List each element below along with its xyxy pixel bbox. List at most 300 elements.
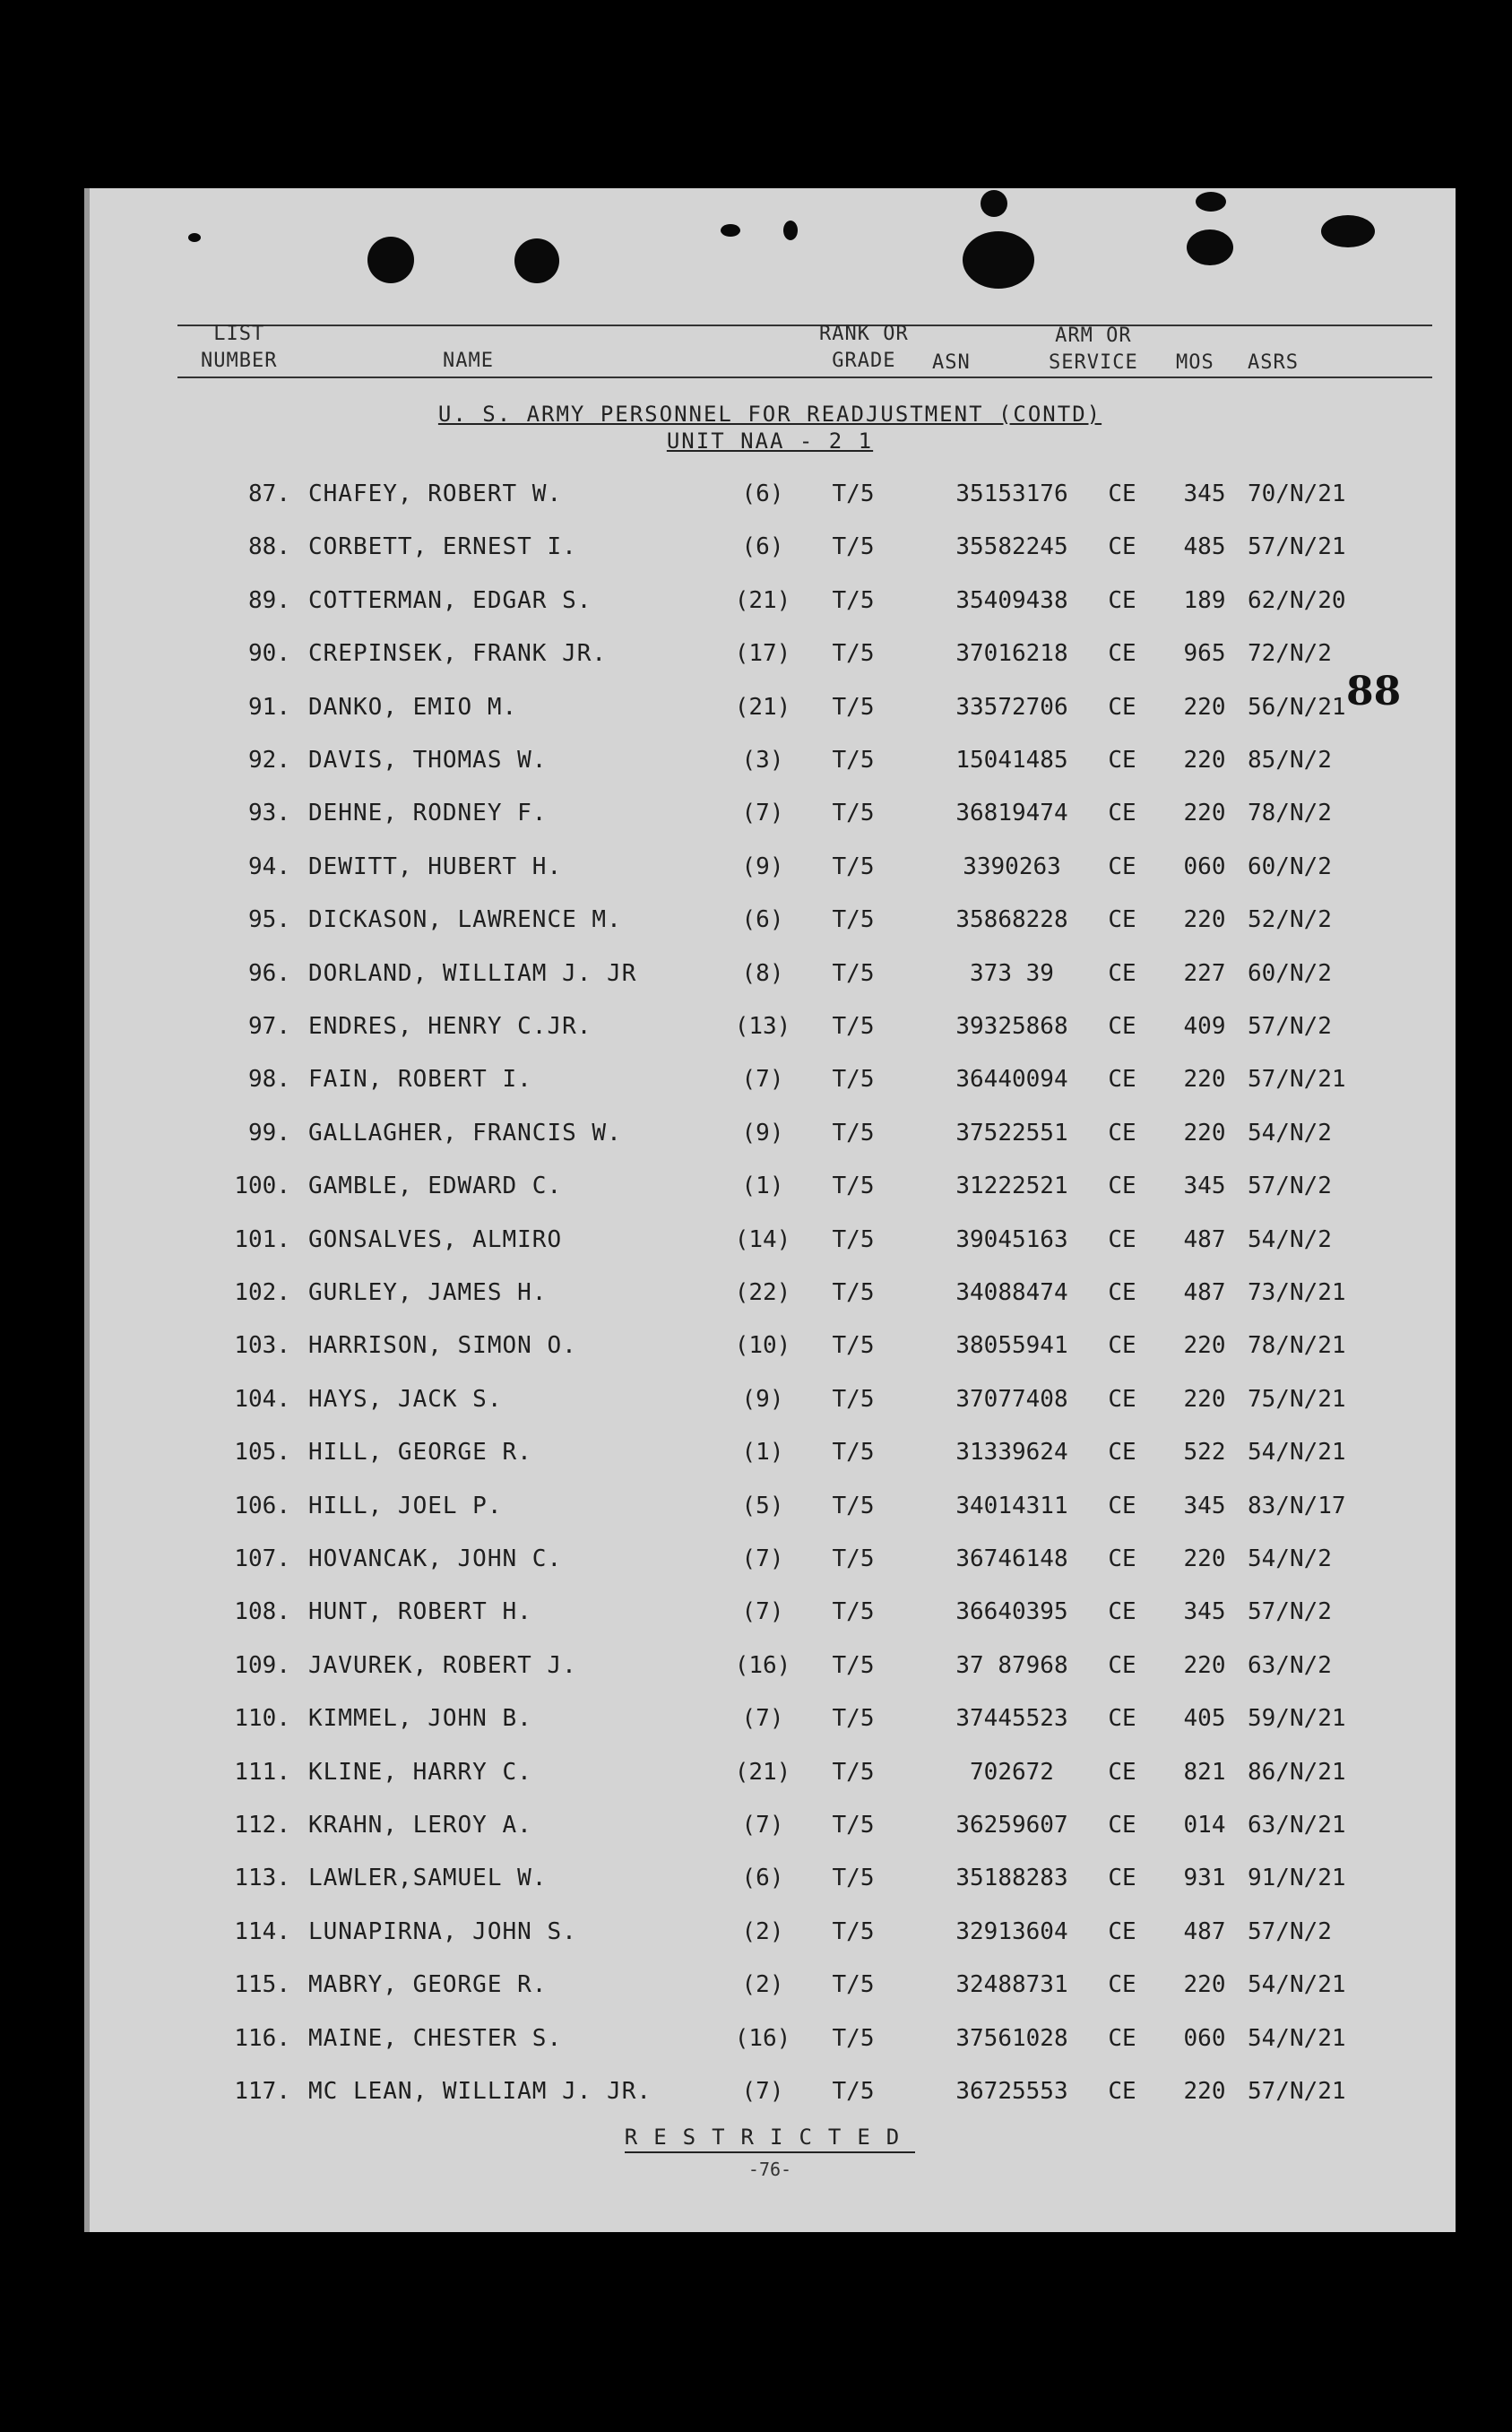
- code-number: (1): [741, 1439, 784, 1467]
- ink-blot: [1196, 192, 1226, 212]
- person-name: KRAHN, LEROY A.: [308, 1812, 532, 1839]
- asrs-score: 83/N/17: [1248, 1492, 1346, 1519]
- arm-service: CE: [1108, 1279, 1136, 1306]
- arm-service: CE: [1108, 1598, 1136, 1626]
- asn-number: 35188283: [955, 1865, 1068, 1892]
- list-number: 92.: [248, 747, 290, 774]
- list-number: 114.: [234, 1917, 290, 1945]
- mos-code: 220: [1183, 1971, 1226, 1999]
- rank-grade: T/5: [832, 1385, 875, 1413]
- rank-grade: T/5: [832, 800, 875, 827]
- col-header-mos: MOS: [1176, 351, 1214, 374]
- asrs-score: 86/N/21: [1248, 1758, 1346, 1786]
- rank-grade: T/5: [832, 1705, 875, 1733]
- table-row: [84, 1279, 1456, 1324]
- restricted-label: RESTRICTED: [625, 2125, 916, 2153]
- header-text: RANK OR: [819, 323, 909, 345]
- list-number: 112.: [234, 1812, 290, 1839]
- asn-number: 32913604: [955, 1917, 1068, 1945]
- table-row: [84, 960, 1456, 1005]
- col-header-name: NAME: [443, 350, 494, 372]
- list-number: 87.: [248, 480, 290, 507]
- code-number: (6): [741, 533, 784, 561]
- list-number: 96.: [248, 959, 290, 987]
- code-number: (22): [734, 1279, 791, 1306]
- asrs-score: 85/N/2: [1248, 747, 1332, 774]
- person-name: MABRY, GEORGE R.: [308, 1971, 548, 1999]
- rank-grade: T/5: [832, 1917, 875, 1945]
- asrs-score: 78/N/2: [1248, 800, 1332, 827]
- code-number: (7): [741, 1066, 784, 1094]
- list-number: 116.: [234, 2024, 290, 2052]
- rank-grade: T/5: [832, 1013, 875, 1040]
- rank-grade: T/5: [832, 1598, 875, 1626]
- asn-number: 37016218: [955, 640, 1068, 668]
- asrs-score: 70/N/21: [1248, 480, 1346, 507]
- person-name: CORBETT, ERNEST I.: [308, 533, 577, 561]
- code-number: (21): [734, 1758, 791, 1786]
- person-name: CREPINSEK, FRANK JR.: [308, 640, 608, 668]
- arm-service: CE: [1108, 1865, 1136, 1892]
- list-number: 101.: [234, 1225, 290, 1253]
- rank-grade: T/5: [832, 1066, 875, 1094]
- asrs-score: 57/N/2: [1248, 1917, 1332, 1945]
- person-name: DEWITT, HUBERT H.: [308, 852, 563, 880]
- mos-code: 189: [1183, 586, 1226, 614]
- code-number: (5): [741, 1492, 784, 1519]
- title-line-2: UNIT NAA - 2 1: [666, 428, 874, 454]
- list-number: 108.: [234, 1598, 290, 1626]
- punch-hole-left: [367, 237, 414, 283]
- person-name: ENDRES, HENRY C.JR.: [308, 1013, 592, 1040]
- code-number: (7): [741, 1598, 784, 1626]
- table-row: [84, 587, 1456, 632]
- table-row: [84, 1066, 1456, 1111]
- mos-code: 487: [1183, 1279, 1226, 1306]
- asrs-score: 54/N/21: [1248, 1971, 1346, 1999]
- table-row: [84, 533, 1456, 578]
- arm-service: CE: [1108, 1066, 1136, 1094]
- unit-title: [84, 428, 1456, 454]
- asrs-score: 57/N/2: [1248, 1173, 1332, 1200]
- arm-service: CE: [1108, 1225, 1136, 1253]
- arm-service: CE: [1108, 2024, 1136, 2052]
- arm-service: CE: [1108, 959, 1136, 987]
- code-number: (7): [741, 2078, 784, 2105]
- person-name: GALLAGHER, FRANCIS W.: [308, 1119, 622, 1147]
- punch-hole-right: [963, 231, 1034, 289]
- person-name: GURLEY, JAMES H.: [308, 1279, 548, 1306]
- mos-code: 345: [1183, 1492, 1226, 1519]
- asn-number: 702672: [970, 1758, 1054, 1786]
- list-number: 113.: [234, 1865, 290, 1892]
- header-text: GRADE: [832, 350, 896, 372]
- asn-number: 36725553: [955, 2078, 1068, 2105]
- mos-code: 220: [1183, 1332, 1226, 1360]
- header-text: ARM OR: [1055, 325, 1132, 347]
- asrs-score: 62/N/20: [1248, 586, 1346, 614]
- list-number: 89.: [248, 586, 290, 614]
- asn-number: 36640395: [955, 1598, 1068, 1626]
- rank-grade: T/5: [832, 959, 875, 987]
- list-number: 94.: [248, 852, 290, 880]
- table-row: [84, 906, 1456, 951]
- list-number: 95.: [248, 906, 290, 934]
- mos-code: 409: [1183, 1013, 1226, 1040]
- code-number: (7): [741, 1705, 784, 1733]
- asrs-score: 56/N/21: [1248, 693, 1346, 721]
- header-bottom-rule: [177, 376, 1432, 378]
- mos-code: 014: [1183, 1812, 1226, 1839]
- mos-code: 060: [1183, 2024, 1226, 2052]
- person-name: GAMBLE, EDWARD C.: [308, 1173, 563, 1200]
- arm-service: CE: [1108, 1492, 1136, 1519]
- asn-number: 35868228: [955, 906, 1068, 934]
- arm-service: CE: [1108, 1173, 1136, 1200]
- asrs-score: 57/N/21: [1248, 2078, 1346, 2105]
- code-number: (2): [741, 1917, 784, 1945]
- arm-service: CE: [1108, 1013, 1136, 1040]
- table-row: [84, 1598, 1456, 1643]
- arm-service: CE: [1108, 852, 1136, 880]
- asn-number: 36819474: [955, 800, 1068, 827]
- table-row: [84, 1705, 1456, 1750]
- asrs-score: 54/N/21: [1248, 1439, 1346, 1467]
- rank-grade: T/5: [832, 1651, 875, 1679]
- header-top-rule: [177, 325, 1432, 326]
- table-row: [84, 800, 1456, 844]
- ink-blot: [188, 233, 201, 242]
- mos-code: 220: [1183, 1385, 1226, 1413]
- table-row: [84, 694, 1456, 739]
- mos-code: 345: [1183, 1598, 1226, 1626]
- person-name: JAVUREK, ROBERT J.: [308, 1651, 577, 1679]
- rank-grade: T/5: [832, 480, 875, 507]
- arm-service: CE: [1108, 480, 1136, 507]
- list-number: 117.: [234, 2078, 290, 2105]
- table-row: [84, 1652, 1456, 1697]
- asrs-score: 75/N/21: [1248, 1385, 1346, 1413]
- mos-code: 522: [1183, 1439, 1226, 1467]
- code-number: (2): [741, 1971, 784, 1999]
- rank-grade: T/5: [832, 1865, 875, 1892]
- table-row: [84, 640, 1456, 685]
- asrs-score: 57/N/2: [1248, 1598, 1332, 1626]
- rank-grade: T/5: [832, 906, 875, 934]
- rank-grade: T/5: [832, 852, 875, 880]
- ink-blot: [783, 221, 798, 240]
- code-number: (17): [734, 640, 791, 668]
- list-number: 104.: [234, 1385, 290, 1413]
- arm-service: CE: [1108, 1705, 1136, 1733]
- code-number: (7): [741, 1545, 784, 1572]
- arm-service: CE: [1108, 1917, 1136, 1945]
- table-row: [84, 1918, 1456, 1963]
- ink-blot: [721, 224, 740, 237]
- person-name: CHAFEY, ROBERT W.: [308, 480, 563, 507]
- code-number: (6): [741, 906, 784, 934]
- table-row: [84, 1120, 1456, 1164]
- person-name: DAVIS, THOMAS W.: [308, 747, 548, 774]
- arm-service: CE: [1108, 800, 1136, 827]
- code-number: (14): [734, 1225, 791, 1253]
- table-row: [84, 853, 1456, 898]
- arm-service: CE: [1108, 1651, 1136, 1679]
- asrs-score: 57/N/21: [1248, 533, 1346, 561]
- mos-code: 220: [1183, 1545, 1226, 1572]
- punch-hole-center: [514, 238, 559, 283]
- rank-grade: T/5: [832, 2024, 875, 2052]
- table-row: [84, 1759, 1456, 1804]
- list-number: 106.: [234, 1492, 290, 1519]
- rank-grade: T/5: [832, 1119, 875, 1147]
- table-row: [84, 1332, 1456, 1377]
- asrs-score: 57/N/21: [1248, 1066, 1346, 1094]
- code-number: (6): [741, 1865, 784, 1892]
- asrs-score: 54/N/2: [1248, 1119, 1332, 1147]
- list-number: 93.: [248, 800, 290, 827]
- arm-service: CE: [1108, 1439, 1136, 1467]
- table-row: [84, 1173, 1456, 1217]
- arm-service: CE: [1108, 1385, 1136, 1413]
- asrs-score: 57/N/2: [1248, 1013, 1332, 1040]
- code-number: (13): [734, 1013, 791, 1040]
- code-number: (1): [741, 1173, 784, 1200]
- rank-grade: T/5: [832, 1492, 875, 1519]
- code-number: (21): [734, 693, 791, 721]
- list-number: 109.: [234, 1651, 290, 1679]
- table-row: [84, 1865, 1456, 1909]
- person-name: KIMMEL, JOHN B.: [308, 1705, 532, 1733]
- mos-code: 220: [1183, 1651, 1226, 1679]
- list-number: 105.: [234, 1439, 290, 1467]
- mos-code: 345: [1183, 1173, 1226, 1200]
- arm-service: CE: [1108, 1545, 1136, 1572]
- col-header-arm: [1049, 323, 1138, 376]
- col-header-list-number: [201, 321, 277, 375]
- asn-number: 37445523: [955, 1705, 1068, 1733]
- list-number: 103.: [234, 1332, 290, 1360]
- mos-code: 821: [1183, 1758, 1226, 1786]
- asn-number: 36746148: [955, 1545, 1068, 1572]
- table-row: [84, 480, 1456, 525]
- code-number: (3): [741, 747, 784, 774]
- table-row: [84, 1013, 1456, 1058]
- mos-code: 227: [1183, 959, 1226, 987]
- asn-number: 15041485: [955, 747, 1068, 774]
- asrs-score: 73/N/21: [1248, 1279, 1346, 1306]
- rank-grade: T/5: [832, 1439, 875, 1467]
- header-text: LIST: [213, 323, 265, 345]
- title-line-1: U. S. ARMY PERSONNEL FOR READJUSTMENT (CONTD): [437, 402, 1102, 427]
- rank-grade: T/5: [832, 1758, 875, 1786]
- rank-grade: T/5: [832, 693, 875, 721]
- rank-grade: T/5: [832, 1279, 875, 1306]
- person-name: HARRISON, SIMON O.: [308, 1332, 577, 1360]
- mos-code: 345: [1183, 480, 1226, 507]
- person-name: HUNT, ROBERT H.: [308, 1598, 532, 1626]
- asn-number: 35582245: [955, 533, 1068, 561]
- mos-code: 487: [1183, 1917, 1226, 1945]
- table-row: [84, 1545, 1456, 1590]
- person-name: DANKO, EMIO M.: [308, 693, 518, 721]
- rank-grade: T/5: [832, 533, 875, 561]
- rank-grade: T/5: [832, 1225, 875, 1253]
- list-number: 115.: [234, 1971, 290, 1999]
- table-row: [84, 2078, 1456, 2123]
- code-number: (9): [741, 1385, 784, 1413]
- mos-code: 220: [1183, 747, 1226, 774]
- arm-service: CE: [1108, 693, 1136, 721]
- rank-grade: T/5: [832, 1173, 875, 1200]
- mos-code: 220: [1183, 906, 1226, 934]
- arm-service: CE: [1108, 586, 1136, 614]
- arm-service: CE: [1108, 1332, 1136, 1360]
- rank-grade: T/5: [832, 2078, 875, 2105]
- col-header-rank: [819, 321, 909, 375]
- asn-number: 3390263: [963, 852, 1061, 880]
- document-title: [84, 402, 1456, 427]
- code-number: (8): [741, 959, 784, 987]
- asrs-score: 78/N/21: [1248, 1332, 1346, 1360]
- header-text: SERVICE: [1049, 351, 1138, 374]
- rank-grade: T/5: [832, 1812, 875, 1839]
- asn-number: 37 87968: [955, 1651, 1068, 1679]
- arm-service: CE: [1108, 2078, 1136, 2105]
- table-row: [84, 1439, 1456, 1484]
- arm-service: CE: [1108, 1971, 1136, 1999]
- mos-code: 220: [1183, 800, 1226, 827]
- asn-number: 37561028: [955, 2024, 1068, 2052]
- list-number: 107.: [234, 1545, 290, 1572]
- asn-number: 38055941: [955, 1332, 1068, 1360]
- person-name: KLINE, HARRY C.: [308, 1758, 532, 1786]
- table-row: [84, 1971, 1456, 2016]
- table-row: [84, 2025, 1456, 2070]
- list-number: 97.: [248, 1013, 290, 1040]
- person-name: MC LEAN, WILLIAM J. JR.: [308, 2078, 652, 2105]
- asrs-score: 59/N/21: [1248, 1705, 1346, 1733]
- ink-blot: [1187, 229, 1233, 265]
- ink-blot: [1321, 215, 1375, 247]
- asn-number: 37522551: [955, 1119, 1068, 1147]
- asrs-score: 52/N/2: [1248, 906, 1332, 934]
- page-number: -76-: [747, 2159, 792, 2180]
- asn-number: 373 39: [970, 959, 1054, 987]
- asn-number: 34014311: [955, 1492, 1068, 1519]
- code-number: (10): [734, 1332, 791, 1360]
- list-number: 102.: [234, 1279, 290, 1306]
- col-header-asn: ASN: [932, 351, 971, 374]
- asrs-score: 54/N/2: [1248, 1225, 1332, 1253]
- arm-service: CE: [1108, 906, 1136, 934]
- list-number: 110.: [234, 1705, 290, 1733]
- code-number: (7): [741, 1812, 784, 1839]
- list-number: 90.: [248, 640, 290, 668]
- mos-code: 931: [1183, 1865, 1226, 1892]
- arm-service: CE: [1108, 1758, 1136, 1786]
- mos-code: 965: [1183, 640, 1226, 668]
- rank-grade: T/5: [832, 747, 875, 774]
- rank-grade: T/5: [832, 1545, 875, 1572]
- rank-grade: T/5: [832, 1971, 875, 1999]
- asn-number: 34088474: [955, 1279, 1068, 1306]
- asrs-score: 63/N/21: [1248, 1812, 1346, 1839]
- code-number: (9): [741, 1119, 784, 1147]
- mos-code: 220: [1183, 1119, 1226, 1147]
- person-name: HOVANCAK, JOHN C.: [308, 1545, 563, 1572]
- arm-service: CE: [1108, 1119, 1136, 1147]
- code-number: (16): [734, 2024, 791, 2052]
- asn-number: 32488731: [955, 1971, 1068, 1999]
- arm-service: CE: [1108, 640, 1136, 668]
- mos-code: 220: [1183, 2078, 1226, 2105]
- asn-number: 35153176: [955, 480, 1068, 507]
- asn-number: 35409438: [955, 586, 1068, 614]
- asrs-score: 63/N/2: [1248, 1651, 1332, 1679]
- table-row: [84, 1812, 1456, 1856]
- asn-number: 36440094: [955, 1066, 1068, 1094]
- table-row: [84, 1493, 1456, 1537]
- mos-code: 220: [1183, 1066, 1226, 1094]
- asrs-score: 54/N/21: [1248, 2024, 1346, 2052]
- code-number: (9): [741, 852, 784, 880]
- person-name: DICKASON, LAWRENCE M.: [308, 906, 622, 934]
- mos-code: 485: [1183, 533, 1226, 561]
- ink-blot: [981, 190, 1007, 217]
- person-name: LUNAPIRNA, JOHN S.: [308, 1917, 577, 1945]
- list-number: 98.: [248, 1066, 290, 1094]
- list-number: 88.: [248, 533, 290, 561]
- person-name: COTTERMAN, EDGAR S.: [308, 586, 592, 614]
- code-number: (6): [741, 480, 784, 507]
- asrs-score: 60/N/2: [1248, 959, 1332, 987]
- arm-service: CE: [1108, 533, 1136, 561]
- asn-number: 31222521: [955, 1173, 1068, 1200]
- mos-code: 487: [1183, 1225, 1226, 1253]
- list-number: 99.: [248, 1119, 290, 1147]
- person-name: DEHNE, RODNEY F.: [308, 800, 548, 827]
- code-number: (7): [741, 800, 784, 827]
- person-name: HILL, GEORGE R.: [308, 1439, 532, 1467]
- person-name: DORLAND, WILLIAM J. JR: [308, 959, 637, 987]
- document-sheet: [84, 188, 1456, 2232]
- person-name: GONSALVES, ALMIRO: [308, 1225, 563, 1253]
- person-name: HILL, JOEL P.: [308, 1492, 503, 1519]
- rank-grade: T/5: [832, 1332, 875, 1360]
- asn-number: 39045163: [955, 1225, 1068, 1253]
- table-row: [84, 747, 1456, 792]
- asrs-score: 54/N/2: [1248, 1545, 1332, 1572]
- asn-number: 33572706: [955, 693, 1068, 721]
- marginal-page-number: 88: [1346, 669, 1402, 714]
- asrs-score: 60/N/2: [1248, 852, 1332, 880]
- asrs-score: 91/N/21: [1248, 1865, 1346, 1892]
- arm-service: CE: [1108, 1812, 1136, 1839]
- asn-number: 31339624: [955, 1439, 1068, 1467]
- classification-marking: [84, 2125, 1456, 2150]
- list-number: 100.: [234, 1173, 290, 1200]
- arm-service: CE: [1108, 747, 1136, 774]
- code-number: (21): [734, 586, 791, 614]
- person-name: LAWLER,SAMUEL W.: [308, 1865, 548, 1892]
- rank-grade: T/5: [832, 640, 875, 668]
- asrs-score: 72/N/2: [1248, 640, 1332, 668]
- person-name: FAIN, ROBERT I.: [308, 1066, 532, 1094]
- asn-number: 36259607: [955, 1812, 1068, 1839]
- mos-code: 220: [1183, 693, 1226, 721]
- list-number: 91.: [248, 693, 290, 721]
